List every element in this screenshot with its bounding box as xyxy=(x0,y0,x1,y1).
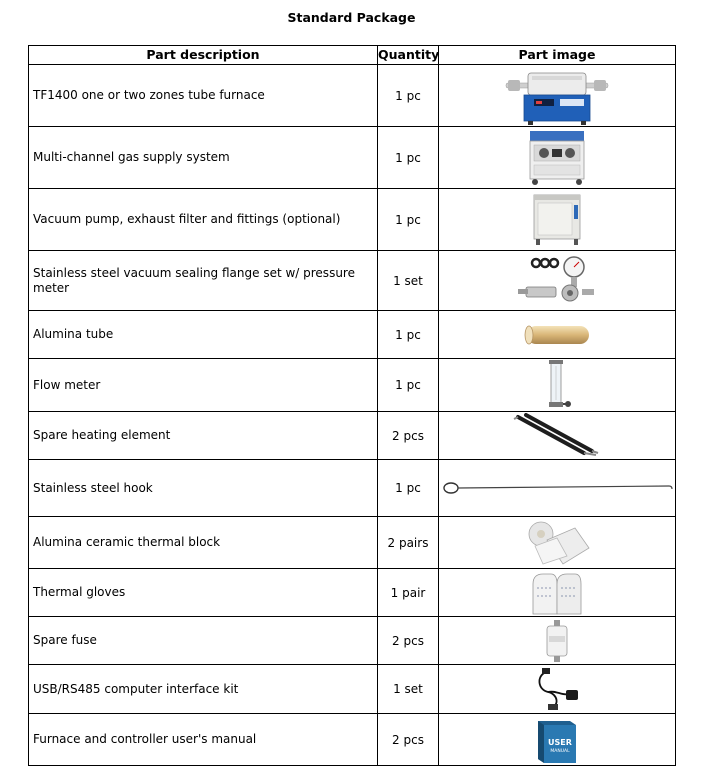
row-image-cell xyxy=(439,517,676,569)
row-quantity: 2 pairs xyxy=(378,517,439,569)
row-description: Spare heating element xyxy=(29,412,378,460)
row-image-cell xyxy=(439,311,676,359)
table-row xyxy=(29,189,676,251)
row-quantity: 1 pc xyxy=(378,311,439,359)
row-image-cell xyxy=(439,251,676,311)
row-quantity: 1 pc xyxy=(378,460,439,517)
table-row xyxy=(29,569,676,617)
row-description: Multi-channel gas supply system xyxy=(29,127,378,189)
row-description: Stainless steel hook xyxy=(29,460,378,517)
table-row xyxy=(29,127,676,189)
row-quantity: 2 pcs xyxy=(378,412,439,460)
manual-image xyxy=(532,715,582,765)
row-description: Flow meter xyxy=(29,359,378,412)
table-header-row xyxy=(29,46,676,65)
standard-package-table xyxy=(28,45,676,766)
fuse-image xyxy=(537,618,577,664)
row-quantity: 1 pc xyxy=(378,189,439,251)
flow-meter-image xyxy=(537,360,577,410)
table-row xyxy=(29,460,676,517)
row-quantity: 1 pair xyxy=(378,569,439,617)
flange-set-image xyxy=(512,253,602,309)
row-image-cell xyxy=(439,65,676,127)
manual-title-text: USER xyxy=(548,737,572,747)
row-description: Thermal gloves xyxy=(29,569,378,617)
row-description: TF1400 one or two zones tube furnace xyxy=(29,65,378,127)
row-image-cell xyxy=(439,617,676,665)
row-quantity: 1 set xyxy=(378,251,439,311)
row-quantity: 2 pcs xyxy=(378,714,439,766)
row-image-cell xyxy=(439,127,676,189)
table-row xyxy=(29,65,676,127)
header-part-image: Part image xyxy=(439,46,676,65)
row-image-cell xyxy=(439,412,676,460)
header-part-description: Part description xyxy=(29,46,378,65)
table-row xyxy=(29,714,676,766)
table-row xyxy=(29,251,676,311)
alumina-tube-image xyxy=(519,320,595,350)
vacuum-pump-cabinet-image xyxy=(522,191,592,249)
tube-furnace-image xyxy=(502,67,612,125)
heating-element-image xyxy=(512,413,602,459)
row-image-cell xyxy=(439,714,676,766)
row-quantity: 2 pcs xyxy=(378,617,439,665)
row-quantity: 1 pc xyxy=(378,127,439,189)
page-title: Standard Package xyxy=(287,10,416,25)
row-image-cell xyxy=(439,359,676,412)
table-row xyxy=(29,311,676,359)
row-quantity: 1 pc xyxy=(378,65,439,127)
gas-supply-cabinet-image xyxy=(522,129,592,187)
row-description: Furnace and controller user's manual xyxy=(29,714,378,766)
hook-image xyxy=(441,476,673,500)
row-quantity: 1 set xyxy=(378,665,439,714)
usb-kit-image xyxy=(532,666,582,712)
thermal-block-image xyxy=(517,518,597,568)
row-description: Alumina tube xyxy=(29,311,378,359)
row-image-cell xyxy=(439,569,676,617)
row-image-cell xyxy=(439,665,676,714)
row-image-cell xyxy=(439,460,676,517)
row-description: Alumina ceramic thermal block xyxy=(29,517,378,569)
gloves-image xyxy=(527,570,587,616)
row-quantity: 1 pc xyxy=(378,359,439,412)
header-quantity: Quantity xyxy=(378,46,439,65)
row-description: Vacuum pump, exhaust filter and fittings (optional) xyxy=(29,189,378,251)
manual-subtitle-text: MANUAL xyxy=(550,748,570,754)
row-description: USB/RS485 computer interface kit xyxy=(29,665,378,714)
row-image-cell xyxy=(439,189,676,251)
table-row xyxy=(29,517,676,569)
table-row xyxy=(29,359,676,412)
table-row xyxy=(29,412,676,460)
row-description: Stainless steel vacuum sealing flange set w/ pressure meter xyxy=(29,251,378,311)
row-description: Spare fuse xyxy=(29,617,378,665)
table-row xyxy=(29,665,676,714)
table-row xyxy=(29,617,676,665)
